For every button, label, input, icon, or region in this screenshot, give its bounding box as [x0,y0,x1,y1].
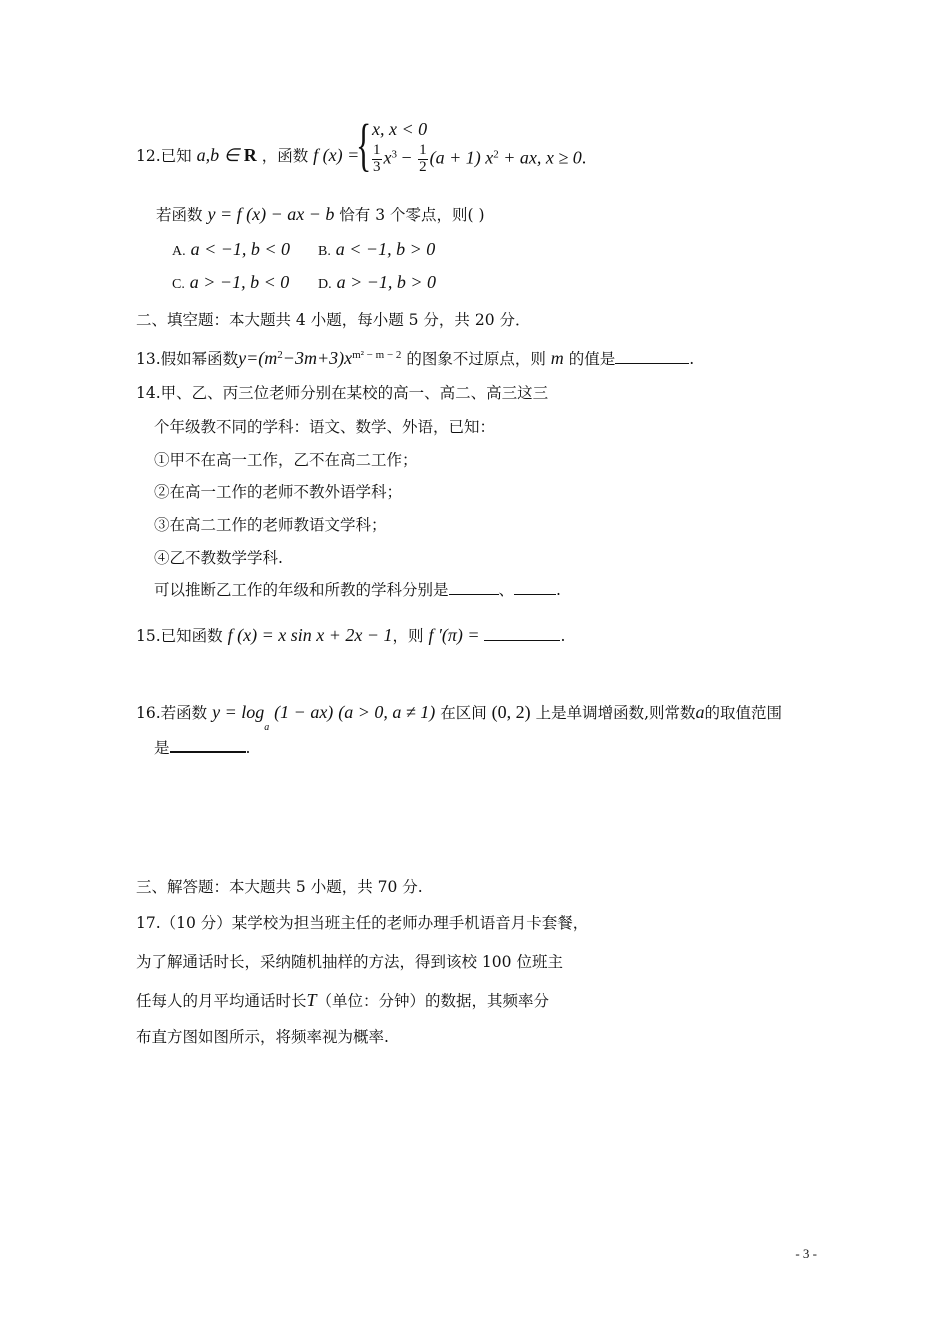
q13-expr-a: y=(m [238,348,278,368]
q13-line [136,349,694,368]
q16-line2 [154,741,250,757]
q13-square: 2 [277,349,283,361]
frac-denominator: 2 [419,158,427,175]
q14-item3: ③在高二工作的老师教语文学科； [154,516,387,534]
q12-text: ，函数 [261,147,309,165]
q14-last-line [154,583,561,599]
q12-line2-suffix: 恰有 3 个零点，则( ) [339,206,485,224]
q12-line1 [136,146,359,165]
q15-period: . [560,627,566,645]
frac-denominator: 3 [373,158,381,175]
q13-variable-m: m [550,348,564,368]
q14-blank-grade[interactable] [449,593,499,595]
q12-case1 [372,120,427,139]
q12-minus: − [397,147,417,168]
q16-log-base: a [264,722,270,733]
q15-prefix: 15.已知函数 [136,627,223,645]
q16-text: 上是单调增函数,则常数 [535,704,696,722]
option-c-expr: a > −1, b < 0 [189,272,290,292]
section3-heading: 三、解答题：本大题共 5 小题，共 70 分. [136,878,423,896]
q12-frac-one-half [418,143,428,176]
q12-option-b [318,240,435,259]
q12-exponent-2: 2 [493,148,499,161]
q12-line2 [156,205,485,224]
q17-line3 [136,991,549,1010]
q13-period: . [689,350,695,368]
q16-variable-a: a [695,702,705,722]
q16-text-interval: 在区间 [440,704,487,722]
q14-item4: ④乙不教数学学科. [154,549,283,567]
q14-separator: 、 [498,581,515,599]
q12-condition: a,b ∈ [196,145,244,165]
q14-line1: 14.甲、乙、丙三位老师分别在某校的高一、高二、高三这三 [136,384,549,402]
q13-suffix2: 的值是 [568,350,616,368]
option-b-label: B. [318,244,331,259]
q15-text: ，则 [392,627,424,645]
q13-suffix1: 的图象不过原点，则 [406,350,546,368]
q12-line2-expr: y = f (x) − ax − b [207,204,335,224]
q14-blank-subject[interactable] [514,593,556,595]
q16-line2-text: 是 [154,739,170,757]
frac-numerator: 1 [373,142,381,158]
q12-piecewise-brace: { [356,112,372,177]
q15-function: f (x) = x sin x + 2x − 1 [227,625,393,645]
q17-line3-suffix: （单位：分钟）的数据，其频率分 [316,992,550,1010]
q15-derivative: f ′(π) = [428,625,480,645]
q13-exponent: m² − m − 2 [352,349,402,361]
q15-answer-blank[interactable] [484,639,560,641]
page-number: - 3 - [795,1246,817,1261]
q15-line [136,626,565,645]
q14-line2: 个年级教不同的学科：语文、数学、外语，已知： [154,418,496,436]
q17-line4: 布直方图如图所示，将频率视为概率. [136,1028,389,1046]
q13-expr-b: −3m+3)x [282,348,353,368]
q12-function-name: f (x) = [313,145,360,165]
q17-line3-prefix: 任每人的月平均通话时长 [136,992,307,1010]
option-a-label: A. [172,244,186,259]
q12-period: . [581,147,587,168]
q12-case2-expr: (a + 1) x [429,147,494,168]
q16-line1 [136,703,782,733]
q16-prefix: 16.若函数 [136,704,208,722]
q16-period: . [245,739,251,757]
q12-case2-end: + ax, x ≥ 0 [498,147,582,168]
q12-real-set: R [243,145,257,165]
q12-number: 12.已知 [136,147,192,165]
q14-item2: ②在高一工作的老师不教外语学科； [154,483,403,501]
option-d-label: D. [318,277,332,292]
q17-line1: 17.（10 分）某学校为担当班主任的老师办理手机语音月卡套餐， [136,914,589,932]
q14-question: 可以推断乙工作的年级和所教的学科分别是 [154,581,449,599]
q12-exponent-3: 3 [391,148,397,161]
q16-log: y = log [212,702,265,722]
q14-period: . [556,581,561,599]
q17-variable-t: T [306,990,317,1010]
q16-text-range: 的取值范围 [704,704,783,722]
q17-line2: 为了解通话时长，采纳随机抽样的方法，得到该校 100 位班主 [136,953,563,971]
q12-case1-expr: x, x < 0 [372,119,428,139]
q16-log-arg: (1 − ax) [274,702,334,722]
option-d-expr: a > −1, b > 0 [336,272,437,292]
q13-prefix: 13.假如幂函数 [136,350,239,368]
q12-line2-prefix: 若函数 [156,206,203,224]
q12-frac-one-third [372,143,382,176]
section2-heading: 二、填空题：本大题共 4 小题，每小题 5 分，共 20 分． [136,311,531,329]
q14-item1: ①甲不在高一工作，乙不在高二工作； [154,451,418,469]
q16-interval: (0, 2) [491,702,531,722]
q12-option-d [318,273,436,292]
q16-condition: (a > 0, a ≠ 1) [338,702,436,722]
q12-option-a [172,240,290,259]
frac-numerator: 1 [419,142,427,158]
q16-answer-blank[interactable] [170,750,246,753]
option-b-expr: a < −1, b > 0 [335,239,436,259]
q12-option-c [172,273,289,292]
q12-x: x [383,147,392,168]
q12-case2 [370,143,586,176]
option-c-label: C. [172,277,185,292]
q13-answer-blank[interactable] [615,362,689,364]
option-a-expr: a < −1, b < 0 [190,239,291,259]
